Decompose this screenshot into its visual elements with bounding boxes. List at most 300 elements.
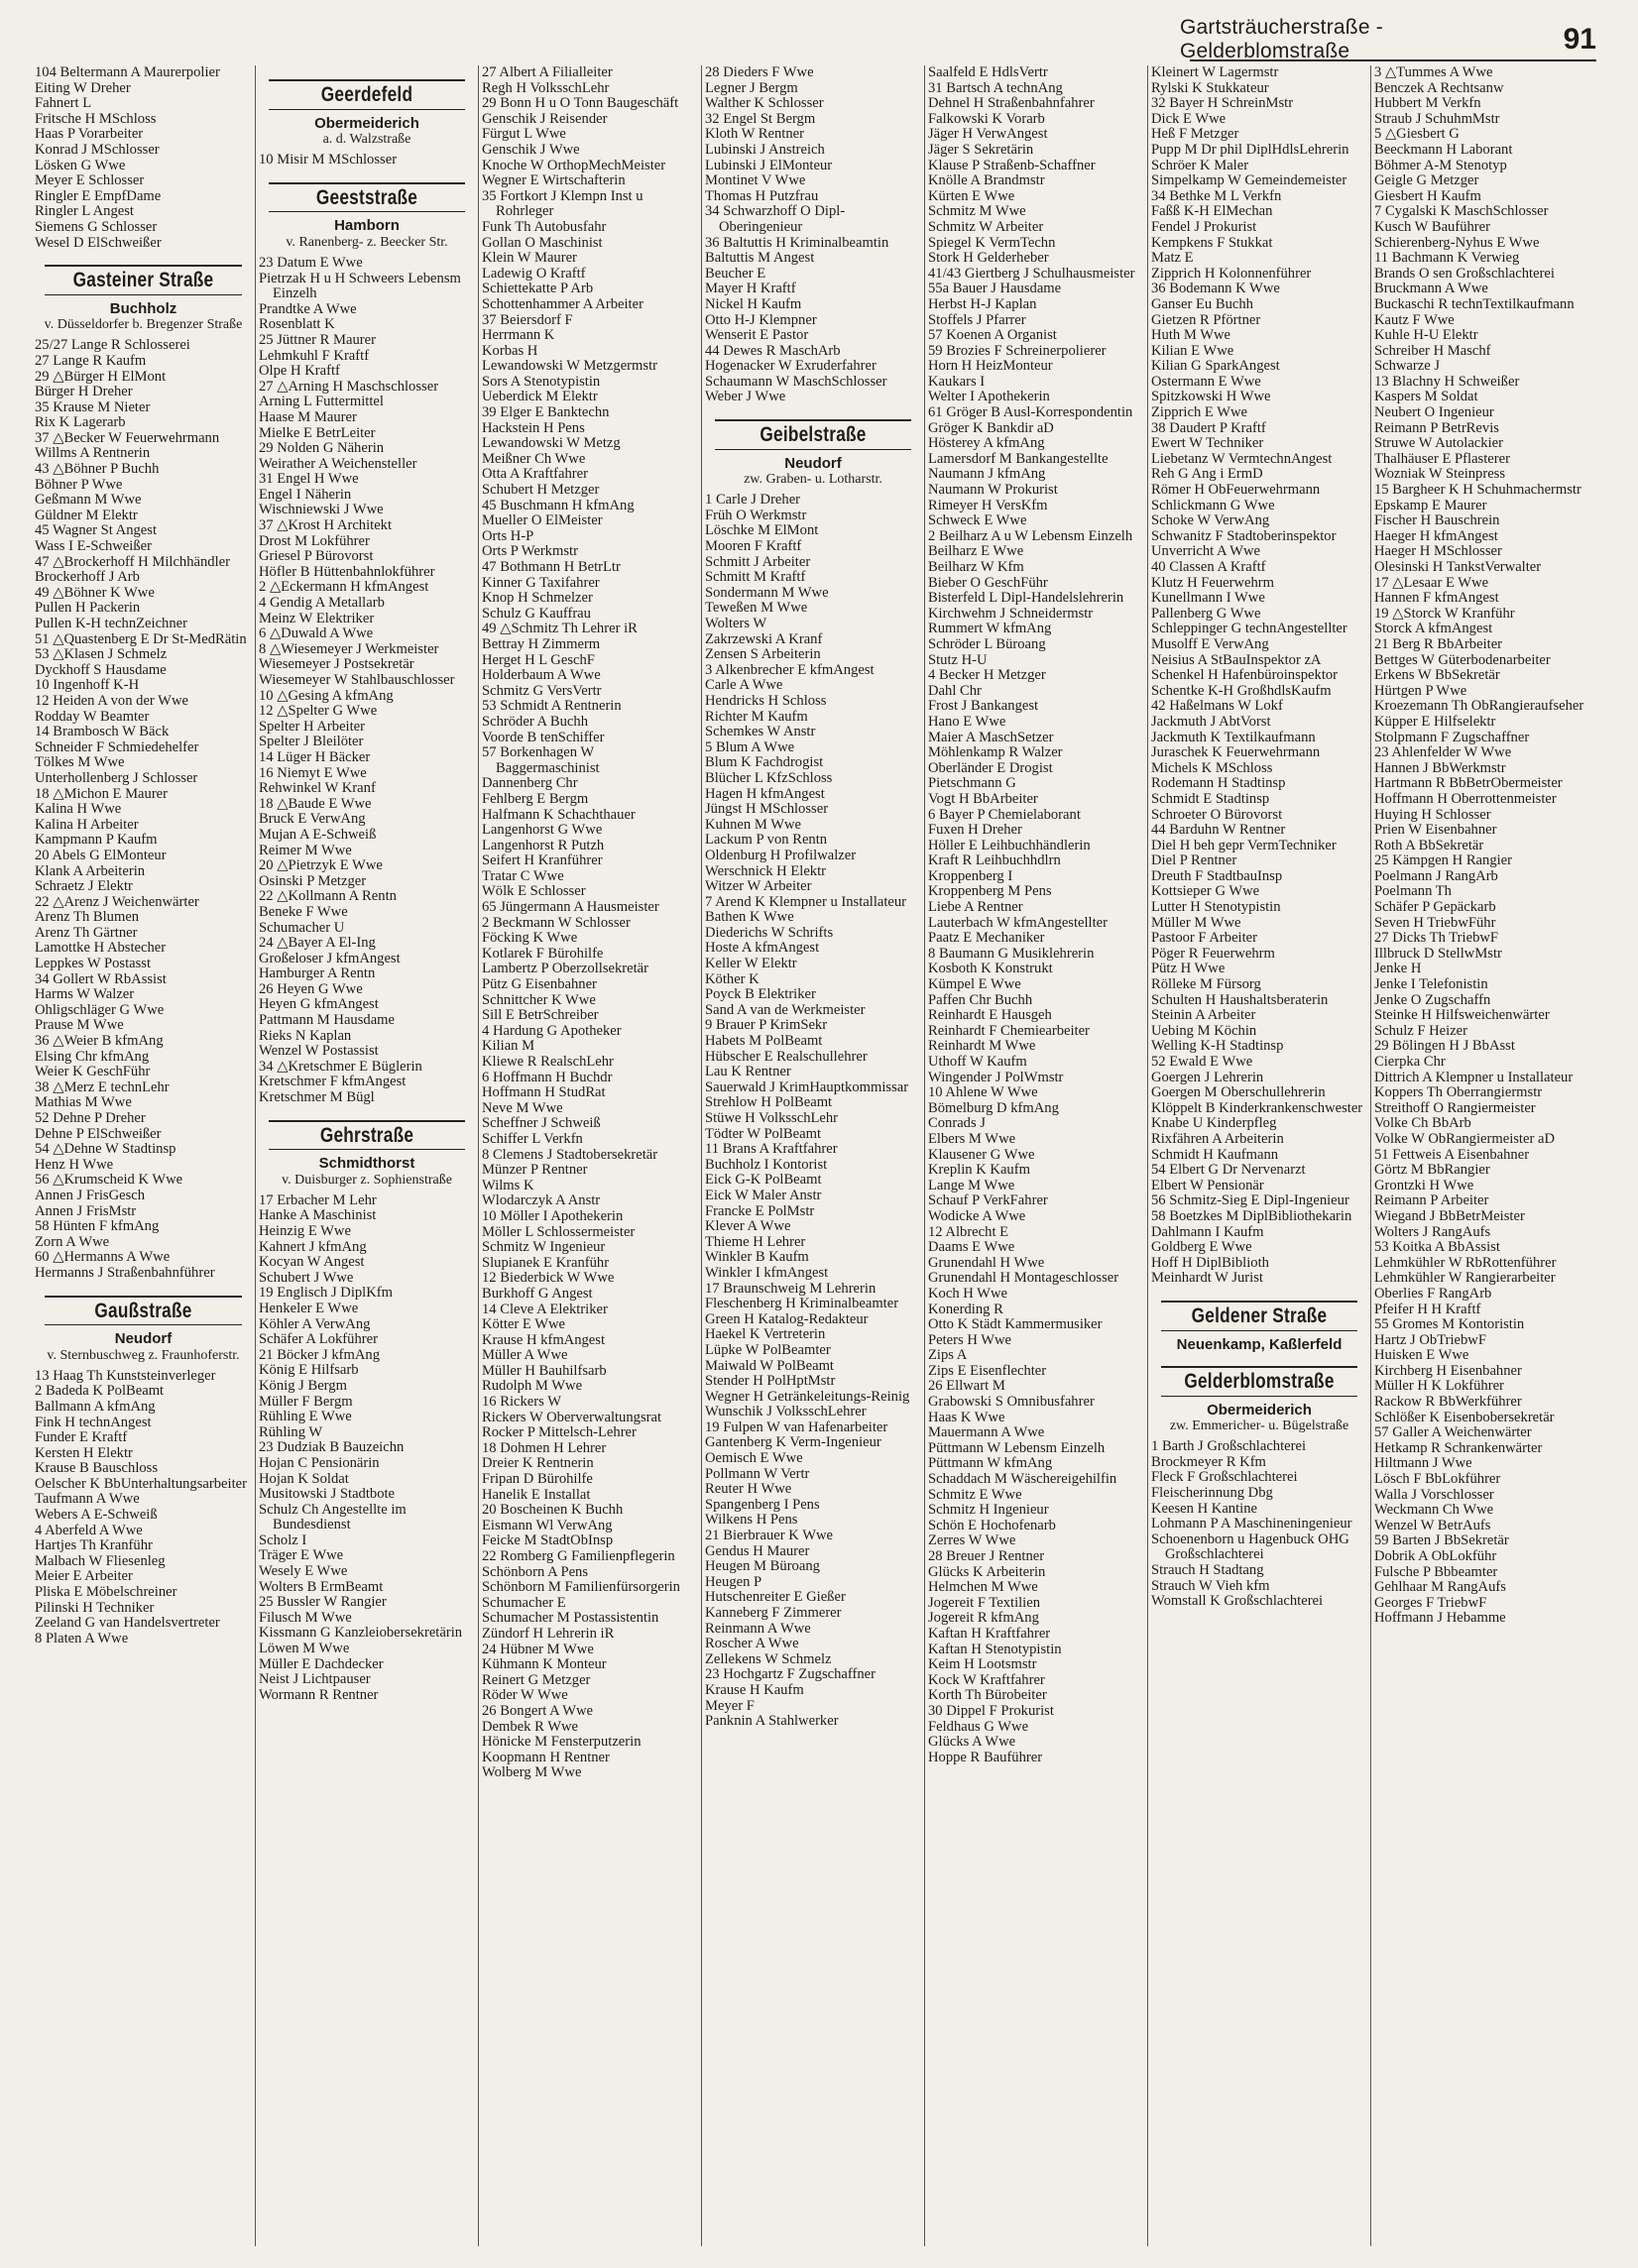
resident-entry: Stolpmann F Zugschaffner (1374, 729, 1530, 745)
resident-entry: Eick G-K PolBeamt (705, 1172, 822, 1189)
street-bounds: v. Duisburger z. Sophienstraße (282, 1172, 452, 1188)
resident-entry: Güldner M Elektr (35, 507, 138, 523)
resident-entry: Jenke H (1374, 961, 1422, 977)
resident-entry: Fendel J Prokurist (1151, 218, 1257, 235)
resident-entry: Hürtgen P Wwe (1374, 682, 1467, 699)
resident-entry: Bettges W Güterbodenarbeiter (1374, 651, 1551, 668)
resident-entry: Schmitz E Wwe (928, 1486, 1022, 1503)
resident-entry: 8 △Wiesemeyer J Werkmeister (259, 640, 439, 657)
resident-entry: Liebetanz W VermtechnAngest (1151, 450, 1333, 467)
resident-entry: 2 Beckmann W Schlosser (482, 914, 631, 931)
resident-entry: 34 Schwarzhoff O Dipl-Oberingenieur (705, 203, 846, 235)
resident-entry: Schwanitz F Stadtoberinspektor (1151, 527, 1337, 544)
resident-entry: Frost J Bankangest (928, 698, 1039, 715)
resident-entry: Paffen Chr Buchh (928, 991, 1033, 1008)
resident-entry: Mujan A E-Schweiß (259, 826, 377, 843)
resident-entry: Stender H PolHptMstr (705, 1373, 836, 1390)
resident-entry: Zensen S Arbeiterin (705, 646, 821, 663)
section-rule (269, 109, 465, 110)
resident-entry: Kühmann K Monteur (482, 1656, 607, 1673)
column-1 (32, 65, 255, 2246)
section-rule (269, 1120, 465, 1122)
resident-entry: Zellekens W Schmelz (705, 1650, 832, 1667)
resident-entry: Saalfeld E HdlsVertr (928, 65, 1048, 80)
resident-entry: Conrads J (928, 1115, 986, 1132)
resident-entry: Otto K Städt Kammermusiker (928, 1316, 1103, 1333)
resident-entry: Schentke K-H GroßhdlsKaufm (1151, 682, 1332, 699)
resident-entry: Pullen H Packerin (35, 600, 141, 617)
resident-entry: Hogenacker W Exruderfahrer (705, 358, 877, 375)
resident-entry: Daams E Wwe (928, 1239, 1015, 1256)
resident-entry: Rodemann H Stadtinsp (1151, 775, 1286, 792)
resident-entry: Pietrzak H u H Schweers Lebensm Einzelh (259, 270, 461, 302)
resident-entry: 65 Jüngermann A Hausmeister (482, 899, 659, 916)
resident-entry: Pattmann M Hausdame (259, 1012, 395, 1029)
resident-entry: Francke E PolMstr (705, 1202, 815, 1219)
resident-entry: 22 Romberg G Familienpflegerin (482, 1548, 675, 1564)
resident-entry: Hagen H kfmAngest (705, 785, 825, 802)
resident-entry: Lau K Rentner (705, 1064, 791, 1080)
resident-entry: 37 △Becker W Feuerwehrmann (35, 429, 220, 446)
resident-entry: Epskamp E Maurer (1374, 497, 1487, 513)
resident-entry: Pollmann W Vertr (705, 1465, 810, 1482)
resident-entry: Stork H Gelderheber (928, 250, 1049, 267)
resident-entry: Böhner P Wwe (35, 476, 123, 493)
resident-entry: 44 Barduhn W Rentner (1151, 822, 1286, 839)
resident-entry: Pliska E Möbelschreiner (35, 1584, 177, 1601)
resident-entry: Grontzki H Wwe (1374, 1177, 1474, 1193)
street-name: Geeststraße (315, 185, 418, 209)
resident-entry: 23 Hochgartz F Zugschaffner (705, 1666, 876, 1683)
resident-entry: Eiting W Dreher (35, 79, 131, 96)
resident-entry: Uthoff W Kaufm (928, 1054, 1027, 1070)
resident-entry: Geigle G Metzger (1374, 172, 1479, 189)
resident-entry: Kroppenberg M Pens (928, 883, 1052, 900)
resident-entry: Hannen F kfmAngest (1374, 590, 1499, 607)
resident-entry: Griesel P Bürovorst (259, 548, 374, 565)
column-5 (924, 65, 1147, 2246)
resident-entry: Dehnel H Straßenbahnfahrer (928, 95, 1095, 112)
resident-entry: 17 Braunschweig M Lehrerin (705, 1280, 877, 1297)
resident-entry: Küpper E Hilfselektr (1374, 713, 1496, 730)
resident-entry: Wilms K (482, 1177, 534, 1193)
resident-entry: Weier K GeschFühr (35, 1064, 151, 1080)
resident-entry: 51 Fettweis A Eisenbahner (1374, 1146, 1530, 1163)
resident-entry: 38 Daudert P Kraftf (1151, 419, 1266, 436)
resident-entry: Schmitz G VersVertr (482, 682, 602, 699)
resident-entry: Baltuttis M Angest (705, 250, 815, 267)
resident-entry: Mooren F Kraftf (705, 538, 802, 555)
resident-entry: Dreuth F StadtbauInsp (1151, 867, 1283, 884)
resident-entry: Eick W Maler Anstr (705, 1187, 822, 1203)
resident-entry: Klever A Wwe (705, 1218, 791, 1235)
resident-entry: 37 △Krost H Architekt (259, 517, 393, 534)
resident-entry: Möhlenkamp R Walzer (928, 744, 1063, 761)
resident-entry: Zips A (928, 1347, 968, 1364)
resident-entry: Ohligschläger G Wwe (35, 1001, 165, 1018)
resident-entry: Scholz I (259, 1531, 307, 1548)
resident-entry: Schönborn A Pens (482, 1563, 589, 1580)
resident-entry: Wesely E Wwe (259, 1563, 348, 1580)
resident-entry: Hanke A Maschinist (259, 1207, 377, 1224)
resident-entry: Welling K-H Stadtinsp (1151, 1038, 1284, 1055)
resident-entry: Diel H beh gepr VermTechniker (1151, 837, 1337, 853)
resident-entry: Hartjes Th Kranführ (35, 1537, 153, 1554)
resident-entry: Oldenburg H Profilwalzer (705, 847, 857, 863)
resident-entry: Brands O sen Großschlachterei (1374, 265, 1555, 282)
resident-entry: Rixfähren A Arbeiterin (1151, 1130, 1284, 1147)
resident-entry: Strauch W Vieh kfm (1151, 1577, 1270, 1594)
resident-entry: Schraetz J Elektr (35, 878, 133, 895)
resident-entry: Schumacher E (482, 1594, 566, 1611)
resident-entry: 14 Cleve A Elektriker (482, 1301, 608, 1317)
resident-entry: Tölkes M Wwe (35, 754, 125, 771)
resident-entry: Müller A Wwe (482, 1347, 568, 1364)
resident-entry: Hannen J BbWerkmstr (1374, 759, 1506, 776)
resident-entry: Rickers W Oberverwaltungsrat (482, 1409, 662, 1425)
street-district: Obermeiderich (314, 114, 419, 132)
resident-entry: Liebe A Rentner (928, 899, 1023, 916)
resident-entry: Oberlies F RangArb (1374, 1285, 1492, 1302)
street-name: Geerdefeld (320, 83, 413, 106)
resident-entry: Goergen J Lehrerin (1151, 1069, 1264, 1085)
resident-entry: Malbach W Fliesenleg (35, 1552, 166, 1569)
resident-entry: Schmitt J Arbeiter (705, 553, 811, 570)
resident-entry: Kalina H Arbeiter (35, 816, 139, 833)
resident-entry: 8 Platen A Wwe (35, 1630, 129, 1646)
resident-entry: Meyer F (705, 1697, 755, 1714)
resident-entry: Wormann R Rentner (259, 1686, 379, 1703)
resident-entry: Ostermann E Wwe (1151, 373, 1261, 390)
resident-entry: Steinke H Hilfsweichenwärter (1374, 1007, 1550, 1024)
resident-entry: Olesinski H TankstVerwalter (1374, 559, 1542, 575)
resident-entry: 24 △Bayer A El-Ing (259, 935, 376, 952)
resident-entry: 17 △Lesaar E Wwe (1374, 574, 1489, 591)
resident-entry: 22 △Kollmann A Rentn (259, 888, 397, 905)
resident-entry: Reh G Ang i ErmD (1151, 466, 1263, 483)
resident-entry: Thalhäuser E Pflasterer (1374, 450, 1510, 467)
street-bounds: v. Düsseldorfer b. Bregenzer Straße (44, 317, 243, 333)
resident-entry: Lamersdorf M Bankangestellte (928, 450, 1109, 467)
resident-entry: 57 Galler A Weichenwärter (1374, 1424, 1532, 1441)
resident-entry: Rimeyer H VersKfm (928, 497, 1048, 513)
resident-entry: 25/27 Lange R Schlosserei (35, 337, 190, 354)
resident-entry: Schubert H Metzger (482, 482, 600, 499)
resident-entry: 18 △Baude E Wwe (259, 795, 372, 812)
resident-entry: 18 △Michon E Maurer (35, 785, 169, 802)
resident-entry: Hiltmann J Wwe (1374, 1455, 1472, 1472)
resident-entry: Knölle A Brandmstr (928, 172, 1045, 189)
resident-entry: 8 Clemens J Stadtobersekretär (482, 1146, 658, 1163)
resident-entry: Beeckmann H Laborant (1374, 141, 1513, 158)
resident-entry: Zeeland G van Handelsvertreter (35, 1615, 220, 1632)
resident-entry: Heyen G kfmAngest (259, 996, 379, 1013)
resident-entry: Reimann P Arbeiter (1374, 1192, 1489, 1209)
resident-entry: Ballmann A kfmAng (35, 1398, 156, 1415)
section-rule (45, 294, 242, 295)
resident-entry: Pietschmann G (928, 775, 1016, 792)
resident-entry: Röder W Wwe (482, 1687, 568, 1704)
resident-entry: Hösterey A kfmAng (928, 435, 1045, 452)
resident-entry: Rühling W (259, 1423, 323, 1440)
resident-entry: 35 Fortkort J Klempn Inst u Rohrleger (482, 187, 644, 220)
resident-entry: Herrmann K (482, 327, 555, 344)
resident-entry: Wischniewski J Wwe (259, 502, 384, 518)
resident-entry: 6 Bayer P Chemielaborant (928, 806, 1081, 823)
resident-entry: Bömelburg D kfmAng (928, 1099, 1059, 1116)
street-district: Obermeiderich (1207, 1401, 1312, 1418)
resident-entry: Tratar C Wwe (482, 867, 564, 884)
resident-entry: Pilinski H Techniker (35, 1599, 155, 1616)
resident-entry: Reinhardt M Wwe (928, 1038, 1036, 1055)
column-7 (1370, 65, 1593, 2246)
resident-entry: Kalina H Wwe (35, 801, 122, 818)
resident-entry: Lohmann P A Maschineningenieur (1151, 1516, 1352, 1532)
resident-entry: Annen J FrisMstr (35, 1202, 137, 1219)
resident-entry: Rummert W kfmAng (928, 621, 1052, 637)
section-rule (45, 265, 242, 267)
resident-entry: 56 △Krumscheid K Wwe (35, 1172, 183, 1189)
resident-entry: Zerres W Wwe (928, 1532, 1016, 1549)
resident-entry: Seifert H Kranführer (482, 852, 603, 869)
resident-entry: Oelscher K BbUnterhaltungsarbeiter (35, 1475, 247, 1492)
resident-entry: Dahl Chr (928, 682, 982, 699)
resident-entry: Zündorf H Lehrerin iR (482, 1625, 615, 1642)
street-heading (1151, 1301, 1367, 1352)
resident-entry: 58 Boetzkes M DiplBibliothekarin (1151, 1207, 1352, 1224)
resident-entry: 14 Brambosch W Bäck (35, 724, 170, 740)
resident-entry: Lösch F BbLokführer (1374, 1471, 1501, 1488)
resident-entry: 20 Abels G ElMonteur (35, 847, 167, 863)
resident-entry: Schulz G Kauffrau (482, 605, 591, 622)
resident-entry: Schlickmann G Wwe (1151, 497, 1275, 513)
resident-entry: Schäfer A Lokführer (259, 1331, 378, 1348)
resident-entry: Schiffer L Verkfn (482, 1130, 583, 1147)
resident-entry: Sors A Stenotypistin (482, 373, 601, 390)
resident-entry: Hübscher E Realschullehrer (705, 1048, 868, 1065)
resident-entry: Pöger R Feuerwehrm (1151, 945, 1275, 962)
resident-entry: 25 Jüttner R Maurer (259, 331, 376, 348)
resident-entry: Mauermann A Wwe (928, 1424, 1045, 1441)
resident-entry: 52 Dehne P Dreher (35, 1110, 146, 1126)
resident-entry: Haas K Wwe (928, 1409, 1005, 1425)
resident-entry: Kotlarek F Bürohilfe (482, 945, 604, 962)
resident-entry: 12 Albrecht E (928, 1223, 1009, 1240)
resident-entry: Reimann P BetrRevis (1374, 419, 1499, 436)
resident-entry: Benczek A Rechtsanw (1374, 79, 1504, 96)
resident-entry: 45 Buschmann H kfmAng (482, 497, 635, 513)
resident-entry: Volke Ch BbArb (1374, 1115, 1471, 1132)
street-bounds: zw. Emmericher- u. Bügelstraße (1169, 1418, 1349, 1434)
resident-entry: Schwarze J (1374, 358, 1441, 375)
section-rule (45, 1296, 242, 1298)
resident-entry: Neist J Lichtpauser (259, 1671, 371, 1688)
resident-entry: Unverricht A Wwe (1151, 543, 1260, 560)
resident-entry: Walther K Schlosser (705, 95, 824, 112)
resident-entry: Lehmkühler W Rangierarbeiter (1374, 1270, 1556, 1287)
resident-entry: 57 Koenen A Organist (928, 327, 1057, 344)
resident-entry: Sill E BetrSchreiber (482, 1007, 599, 1024)
resident-entry: Glücks K Arbeiterin (928, 1563, 1046, 1580)
resident-entry: Heß F Metzger (1151, 126, 1239, 143)
resident-entry: Hoppe R Bauführer (928, 1749, 1043, 1765)
resident-entry: König E Hilfsarb (259, 1362, 359, 1379)
street-heading (259, 1120, 475, 1188)
resident-entry: Jäger S Sekretärin (928, 141, 1034, 158)
resident-entry: Schulten H Haushaltsberaterin (1151, 991, 1329, 1008)
resident-entry: Ueberdick M Elektr (482, 389, 598, 405)
resident-entry: Lutter H Stenotypistin (1151, 899, 1281, 916)
resident-entry: Wolters J RangAufs (1374, 1223, 1491, 1240)
resident-entry: Vogt H BbArbeiter (928, 790, 1038, 807)
resident-entry: 18 Dohmen H Lehrer (482, 1439, 607, 1456)
resident-entry: Wegner H Getränkeleitungs-Reinig (705, 1388, 910, 1405)
resident-entry: Föcking K Wwe (482, 930, 578, 947)
resident-entry: Diel P Rentner (1151, 852, 1237, 869)
resident-entry: Hubbert M Verkfn (1374, 95, 1481, 112)
resident-entry: Kroppenberg I (928, 867, 1013, 884)
resident-entry: Siemens G Schlosser (35, 218, 158, 235)
street-district: Neudorf (784, 454, 842, 472)
resident-entry: Grunendahl H Montageschlosser (928, 1270, 1119, 1287)
resident-entry: 19 Fulpen W van Hafenarbeiter (705, 1418, 888, 1435)
resident-entry: Beilharz E Wwe (928, 543, 1024, 560)
resident-entry: Schröder A Buchh (482, 713, 589, 730)
resident-entry: Hartmann R BbBetrObermeister (1374, 775, 1563, 792)
resident-entry: Heinzig E Wwe (259, 1223, 351, 1239)
resident-entry: 6 Hoffmann H Buchdr (482, 1069, 613, 1085)
resident-entry: Haeger H kfmAngest (1374, 527, 1498, 544)
resident-entry: 1 Barth J Großschlachterei (1151, 1438, 1307, 1455)
resident-entry: Annen J FrisGesch (35, 1187, 146, 1203)
resident-entry: Reinhardt F Chemiearbeiter (928, 1022, 1090, 1039)
running-head-title: Gartsträucherstraße - Gelderblomstraße (1180, 16, 1383, 62)
resident-entry: Koopmann H Rentner (482, 1749, 610, 1765)
section-rule (715, 419, 911, 421)
resident-entry: Zipprich E Wwe (1151, 404, 1247, 421)
resident-entry: 16 Rickers W (482, 1394, 561, 1411)
resident-entry: Arenz Th Blumen (35, 909, 140, 926)
resident-entry: Storck A kfmAngest (1374, 621, 1493, 637)
resident-entry: Keesen H Kantine (1151, 1500, 1257, 1517)
resident-entry: Hendricks H Schloss (705, 692, 827, 709)
resident-entry: Schaddach M Wäschereigehilfin (928, 1471, 1117, 1488)
resident-entry: 19 Englisch J DiplKfm (259, 1285, 393, 1302)
resident-entry: Seven H TriebwFühr (1374, 914, 1496, 931)
resident-entry: Meinhardt W Jurist (1151, 1270, 1263, 1287)
resident-entry: Kraft R Leihbuchhdlrn (928, 852, 1061, 869)
resident-entry: Wenserit E Pastor (705, 327, 809, 344)
resident-entry: Wodicke A Wwe (928, 1207, 1026, 1224)
resident-entry: Wenzel W Postassist (259, 1043, 379, 1060)
resident-entry: Schulz Ch Angestellte im Bundesdienst (259, 1501, 407, 1533)
resident-entry: Reinert G Metzger (482, 1671, 591, 1688)
resident-entry: Filusch M Wwe (259, 1609, 352, 1626)
resident-entry: Ewert W Techniker (1151, 435, 1264, 452)
resident-entry: Konrad J MSchlosser (35, 141, 160, 158)
resident-entry: Teweßen M Wwe (705, 600, 808, 617)
resident-entry: Neisius A StBauInspektor zA (1151, 651, 1322, 668)
resident-entry: 5 Blum A Wwe (705, 738, 795, 755)
resident-entry: Strauch H Stadtang (1151, 1562, 1264, 1579)
resident-entry: Kampmann P Kaufm (35, 832, 158, 849)
resident-entry: Krause B Bauschloss (35, 1460, 159, 1477)
resident-entry: Fürgut L Wwe (482, 126, 566, 143)
resident-entry: 54 Elbert G Dr Nervenarzt (1151, 1162, 1306, 1179)
resident-entry: Großeloser J kfmAngest (259, 950, 401, 966)
resident-entry: Lehmkuhl F Kraftf (259, 347, 370, 364)
street-heading (259, 79, 475, 147)
street-name: Geibelstraße (760, 423, 867, 447)
resident-entry: Ladewig O Kraftf (482, 265, 586, 282)
column-6 (1147, 65, 1370, 2246)
section-rule (269, 1149, 465, 1150)
resident-entry: Nickel H Kaufm (705, 295, 802, 312)
resident-entry: Meyer E Schlosser (35, 172, 145, 189)
resident-entry: Koppers Th Oberrangiermstr (1374, 1084, 1543, 1101)
resident-entry: Streithoff O Rangiermeister (1374, 1099, 1536, 1116)
resident-entry: Schumacher U (259, 919, 345, 936)
resident-entry: Simpelkamp W Gemeindemeister (1151, 172, 1347, 189)
resident-entry: Jogereit R kfmAng (928, 1610, 1039, 1627)
resident-entry: Beneke F Wwe (259, 903, 348, 920)
resident-entry: Müller E Dachdecker (259, 1655, 384, 1672)
resident-entry: 55 Gromes M Kontoristin (1374, 1316, 1525, 1333)
column-4 (701, 65, 924, 2246)
resident-entry: 49 △Böhner K Wwe (35, 584, 155, 601)
resident-entry: Rühling E Wwe (259, 1409, 352, 1425)
resident-entry: Pupp M Dr phil DiplHdlsLehrerin (1151, 141, 1349, 158)
resident-entry: Horn H HeizMonteur (928, 358, 1053, 375)
resident-entry: Schoke W VerwAng (1151, 512, 1270, 529)
resident-entry: Osinski P Metzger (259, 872, 367, 889)
street-bounds: a. d. Walzstraße (322, 132, 411, 148)
resident-entry: Regh H VolksschLehr (482, 79, 610, 96)
resident-entry: Funder E Kraftf (35, 1429, 128, 1446)
resident-entry: 51 △Quastenberg E Dr St-MedRätin (35, 630, 247, 647)
resident-entry: Zakrzewski A Kranf (705, 630, 823, 647)
street-district: Schmidthorst (318, 1155, 415, 1173)
resident-entry: Langenhorst R Putzh (482, 837, 605, 853)
resident-entry: 13 Haag Th Kunststeinverleger (35, 1367, 216, 1384)
resident-entry: Pullen K-H technZeichner (35, 616, 187, 631)
resident-entry: 10 Möller I Apothekerin (482, 1207, 624, 1224)
resident-entry: Rosenblatt K (259, 316, 335, 333)
resident-entry: Ringler L Angest (35, 203, 134, 220)
resident-entry: Schmitz W Ingenieur (482, 1239, 606, 1256)
resident-entry: Mayer H Kraftf (705, 281, 796, 297)
section-rule (1161, 1396, 1357, 1397)
resident-entry: Elbers M Wwe (928, 1130, 1016, 1147)
resident-entry: Drost M Lokführer (259, 532, 370, 549)
resident-entry: 13 Blachny H Schweißer (1374, 373, 1520, 390)
resident-entry: Hoff H DiplBiblioth (1151, 1254, 1269, 1271)
resident-entry: Püttmann W Lebensm Einzelh (928, 1439, 1106, 1456)
resident-entry: Jäger H VerwAngest (928, 126, 1048, 143)
resident-entry: Ganser Eu Buchh (1151, 295, 1253, 312)
resident-entry: Rix K Lagerarb (35, 414, 126, 431)
resident-entry: 59 Brozies F Schreinerpolierer (928, 342, 1107, 359)
resident-entry: Kissmann G Kanzleiobersekretärin (259, 1625, 463, 1642)
resident-entry: Wenzel W BetrAufs (1374, 1517, 1491, 1533)
resident-entry: Wiesemeyer J Postsekretär (259, 656, 414, 673)
resident-entry: Möller L Schlossermeister (482, 1223, 636, 1240)
resident-entry: 53 △Klasen J Schmelz (35, 646, 168, 663)
resident-entry: Maiwald W PolBeamt (705, 1357, 834, 1374)
resident-entry: Witzer W Arbeiter (705, 878, 812, 895)
resident-entry: Halfmann K Schachthauer (482, 806, 636, 823)
resident-entry: Michels K MSchloss (1151, 759, 1273, 776)
